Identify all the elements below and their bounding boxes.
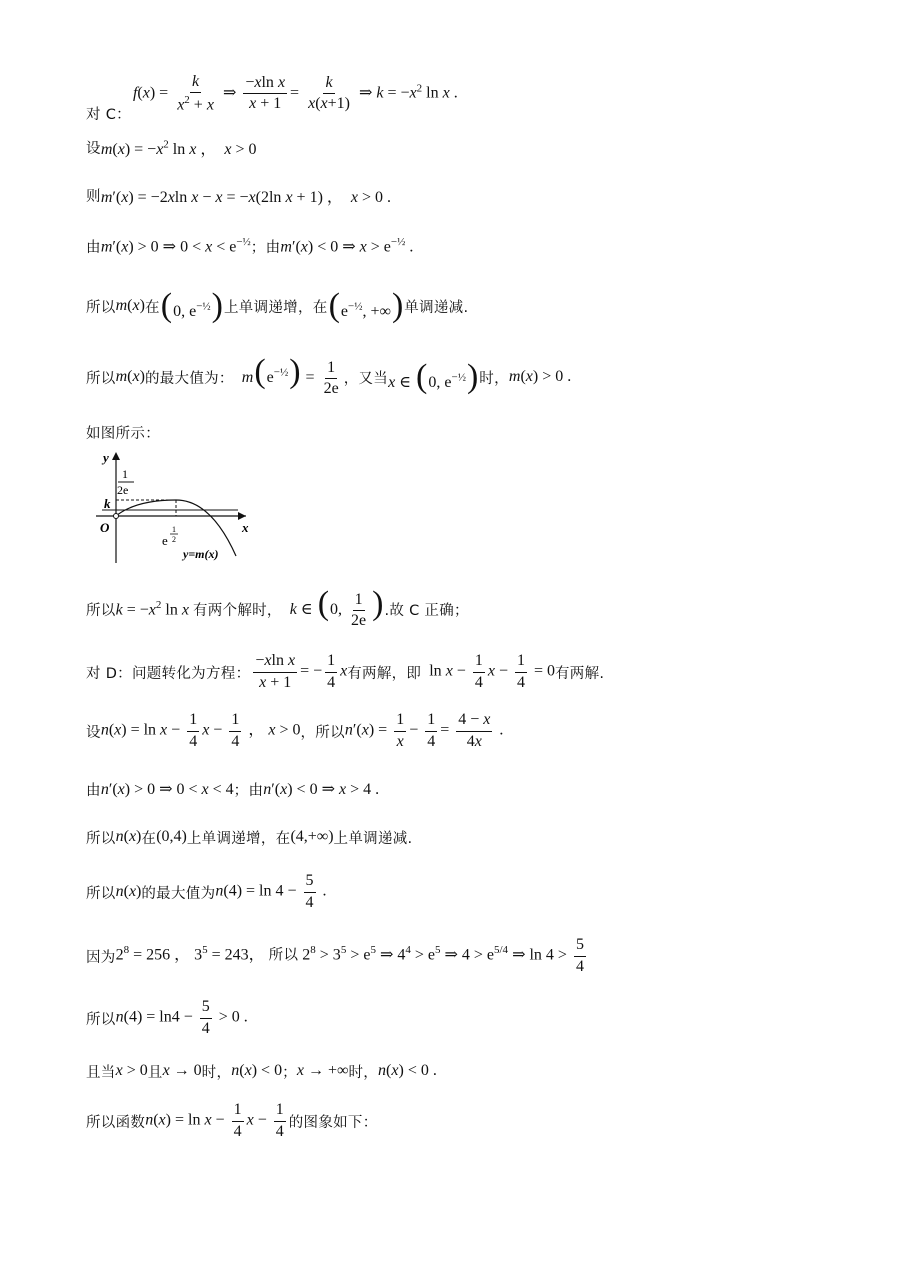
formula-x-to-inf: x → +∞ — [296, 1062, 349, 1079]
line-n-max — [86, 870, 860, 914]
interval-n-dec: (4,+∞) — [290, 828, 334, 845]
formula-k-interval: k ∈ (0, $\frac{1}{2e}$ ) — [289, 585, 384, 630]
formula-x-pos: x > 0 — [115, 1062, 148, 1079]
line-as-shown — [86, 420, 860, 444]
label-suoyi-5: 所以 — [86, 885, 116, 902]
text-decreasing-2: 上单调递减. — [333, 830, 413, 847]
line-m-max — [86, 346, 860, 408]
text-decreasing: 单调递减. — [404, 299, 469, 316]
text-max-value-2: 的最大值为 — [141, 885, 216, 902]
label-suoyi-hanshu: 所以函数 — [86, 1114, 146, 1131]
text-two-roots-2: 有两解. — [555, 665, 605, 682]
label-qiedang: 且当 — [86, 1064, 116, 1081]
line-define-m — [86, 132, 860, 162]
text-you-dang: ，又当 — [343, 370, 389, 387]
label-ze: 则 — [86, 188, 101, 205]
line-n-monotonic-cond — [86, 774, 860, 804]
formula-m-positive: m(x) > 0 . — [508, 368, 572, 385]
line-d-intro — [86, 646, 860, 698]
line-because — [86, 934, 860, 978]
text-max-value: 的最大值为： — [144, 370, 234, 387]
max-den: 2e — [117, 483, 129, 497]
origin-point — [114, 514, 119, 519]
label-you-4: ；由 — [233, 782, 264, 799]
interval-n-inc: (0,4) — [156, 828, 187, 845]
interval-increasing: (0, $e^{-\frac{1}{2}}$) — [160, 287, 223, 324]
text-zai: 在 — [144, 299, 160, 316]
formula-m: m(x) — [115, 297, 145, 314]
formula-m-inc-cond: m′(x) > 0 ⇒ $0 < x < e^{-\frac{1}{2}}$ — [100, 235, 251, 256]
label-suoyi: 所以 — [86, 299, 116, 316]
label-suoyi-4: 所以 — [86, 830, 116, 847]
formula-m-max: $m(e^{-\frac{1}{2}})$ = $\frac{1}{2e}$ — [241, 353, 339, 398]
xtick-exp-den: 2 — [172, 535, 176, 544]
formula-n-prime: n′(x) = $\frac{1}{x}$ − $\frac{1}{4}$ = $\frac{4 - x}{4x}$ . — [344, 711, 504, 750]
line-n-intervals — [86, 822, 860, 852]
formula-n-neg-2: n(x) < 0 . — [378, 1062, 437, 1079]
label-dui-d: 对 D：问题转化为方程： — [86, 665, 251, 682]
formula-n4-positive: n(4) = ln4 − $\frac{5}{4}$ > 0 . — [115, 998, 248, 1037]
formula-m-2: m(x) — [115, 368, 145, 385]
text-shi-3: 时， — [348, 1064, 379, 1081]
text-graph-below: 的图象如下： — [288, 1114, 378, 1131]
line-m-derivative — [86, 180, 860, 210]
label-suoyi-2: 所以 — [86, 370, 116, 387]
text-qie: 且 — [147, 1064, 163, 1081]
line-m-intervals — [86, 276, 860, 336]
k-label: k — [104, 496, 111, 511]
label-she: 设 — [86, 140, 101, 157]
graph-m — [86, 448, 256, 568]
formula-m-def: $m(x) = -x^2$ ln x ， x > 0 — [100, 138, 257, 158]
text-as-shown: 如图所示： — [86, 425, 160, 442]
label-she-2: 设 — [86, 724, 101, 741]
formula-n-dec-cond: n′(x) < 0 ⇒ x > 4 . — [263, 781, 380, 798]
text-semicolon: ； — [282, 1064, 297, 1081]
formula-x-in: x ∈ (0, $e^{-\frac{1}{2}}$) — [388, 358, 479, 395]
line-k-range — [86, 580, 860, 638]
text-increasing-2: 上单调递增，在 — [186, 830, 291, 847]
label-you-3: 由 — [86, 782, 101, 799]
line-n4-positive — [86, 996, 860, 1040]
formula-n: n(x) — [115, 828, 142, 845]
formula-d-equation: $\frac{\text{−xln x}}{x + 1}$ = − $\frac{1}{4}$ x — [255, 652, 348, 691]
formula-n-inc-cond: n′(x) > 0 ⇒ 0 < x < 4 — [100, 781, 234, 798]
interval-decreasing: ($e^{-\frac{1}{2}}$, +∞) — [328, 287, 404, 324]
formula-d-equiv: ln x − $\frac{1}{4}$ x − $\frac{1}{4}$ = 0 — [429, 652, 555, 691]
x-label: x — [242, 520, 249, 535]
origin-label: O — [100, 520, 110, 535]
formula-n-def: n(x) = ln x − $\frac{1}{4}$ x − $\frac{1}{4}$ ， x > 0 — [100, 711, 301, 750]
formula-n-def-2: n(x) = ln x − $\frac{1}{4}$ x − $\frac{1}{4}$ — [145, 1101, 284, 1140]
label-you: 由 — [86, 239, 101, 256]
xtick-exp-num: 1 — [172, 525, 176, 534]
text-shi: 时， — [479, 370, 509, 387]
formula-f-eq: f(x) = $\frac{k}{x^2 + x}$ ⇒ $\frac{\text{−xln x}}{x + 1}$ = $\frac{k}{x(x+1)}$ ⇒ $k = -x^2$ ln x . — [132, 72, 458, 114]
label-yinwei: 因为 — [86, 949, 116, 966]
line-define-n — [86, 706, 860, 756]
text-zai-2: 在 — [141, 830, 157, 847]
label-suoyi-3: 所以 — [86, 602, 116, 619]
line-n-graph-intro — [86, 1098, 860, 1144]
formula-n-2: n(x) — [115, 883, 142, 900]
formula-m-prime: m′(x) = −2xln x − x = −x(2ln x + 1) ， x > 0 . — [100, 188, 392, 206]
formula-x-to-0: x → 0 — [162, 1062, 202, 1079]
label-dui-c: 对 C： — [86, 107, 131, 123]
formula-comparison: $2^8 = 256$ ， $3^5 = 243$， 所以 $2^8 > 3^5 > e^5$ ⇒ $4^4 > e^5$ ⇒ $4 > e^{5/4}$ ⇒ ln 4 > $\frac{5}{4}$ — [115, 936, 584, 975]
line-limits — [86, 1056, 860, 1086]
x-axis-arrow — [238, 512, 246, 520]
text-two-roots: 有两解，即 — [347, 665, 422, 682]
formula-n4: n(4) = ln 4 − $\frac{5}{4}$ . — [215, 872, 327, 911]
line-m-monotonic-cond — [86, 228, 860, 264]
formula-n-neg-1: n(x) < 0 — [231, 1062, 283, 1079]
text-two-solutions: 有两个解时， — [192, 602, 282, 619]
y-label: y — [103, 450, 109, 465]
label-you-2: ；由 — [250, 239, 281, 256]
formula-m-dec-cond: m′(x) < 0 ⇒ $x > e^{-\frac{1}{2}}$ . — [280, 235, 414, 256]
text-suoyi: ，所以 — [300, 724, 345, 741]
y-axis-arrow — [112, 452, 120, 460]
formula-k-eq: $k = -x^2$ ln x — [115, 598, 189, 619]
label-suoyi-6: 所以 — [86, 1011, 116, 1028]
curve-label: y=m(x) — [183, 547, 219, 561]
text-increasing: 上单调递增，在 — [223, 299, 328, 316]
max-num: 1 — [122, 467, 128, 481]
line-c-intro — [86, 64, 860, 124]
xtick-base: e — [162, 533, 168, 548]
text-shi-2: 时， — [201, 1064, 232, 1081]
text-c-correct: .故 C 正确； — [384, 602, 469, 619]
